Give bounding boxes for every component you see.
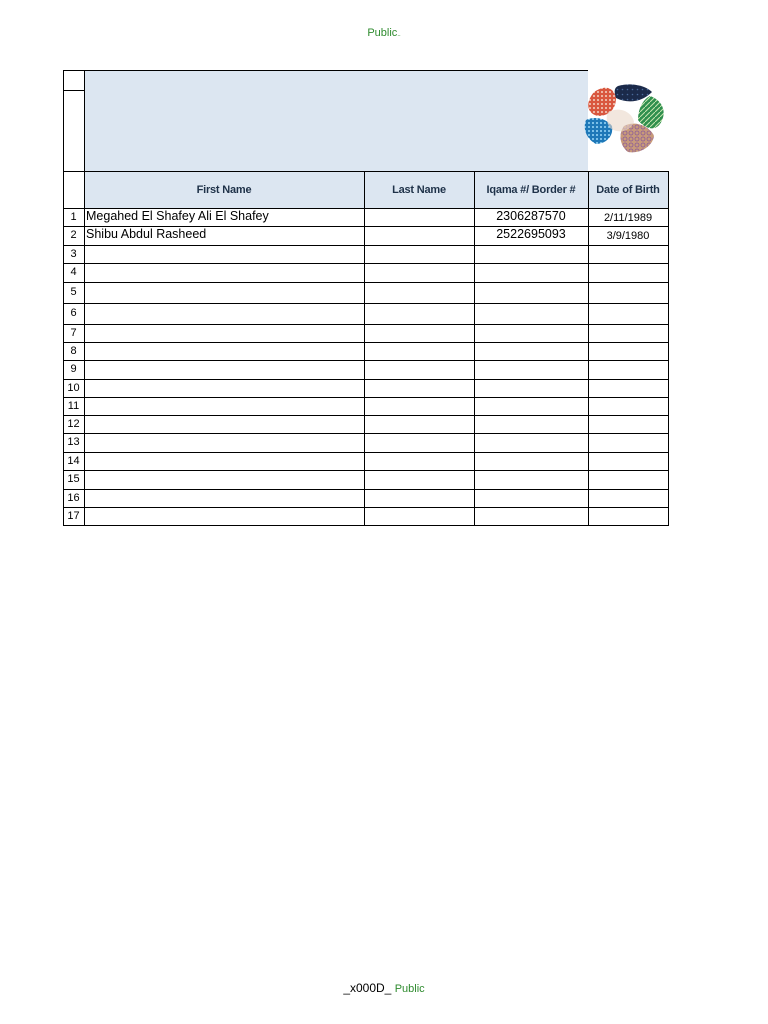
row-number: 8 (70, 345, 77, 357)
row-border (63, 263, 668, 264)
header-banner (84, 71, 588, 171)
cell-first-name[interactable]: Megahed El Shafey Ali El Shafey (86, 209, 269, 223)
column-header-id: Iqama #/ Border # (474, 171, 588, 208)
cell-iqama-number[interactable] (474, 452, 588, 470)
row-border (63, 282, 668, 283)
page-footer (0, 981, 768, 995)
cell-date-of-birth[interactable] (588, 283, 668, 304)
cell-date-of-birth[interactable] (588, 325, 668, 343)
row-number: 2 (70, 229, 77, 241)
row-number: 6 (70, 307, 77, 319)
table-left-border (63, 70, 64, 526)
cell-iqama-number[interactable]: 2306287570 (496, 209, 566, 223)
column-border (474, 171, 475, 526)
cell-iqama-number[interactable] (474, 507, 588, 525)
row-border (63, 470, 668, 471)
row-border (63, 415, 668, 416)
row-number: 13 (67, 436, 80, 448)
column-border (588, 171, 589, 526)
footer-code: _x000D_ (343, 981, 392, 995)
classification-marker: .. (397, 32, 401, 38)
classification-text: Public (367, 27, 398, 39)
cell-date-of-birth[interactable] (588, 361, 668, 380)
column-header-last-name: Last Name (364, 171, 474, 208)
row-number: 4 (70, 266, 77, 278)
cell-first-name[interactable]: Shibu Abdul Rasheed (86, 227, 207, 241)
row-number: 10 (67, 382, 80, 394)
row-number: 1 (70, 211, 77, 223)
cell-iqama-number[interactable]: 2522695093 (496, 227, 566, 241)
classification-label (0, 27, 768, 39)
row-border (63, 452, 668, 453)
cell-date-of-birth[interactable] (588, 453, 668, 471)
rownum-column-border (84, 70, 85, 526)
cell-iqama-number[interactable] (474, 360, 588, 379)
cell-date-of-birth[interactable] (588, 380, 668, 398)
cell-date-of-birth[interactable] (588, 434, 668, 453)
cell-date-of-birth[interactable] (588, 304, 668, 325)
header-bottom-border (63, 208, 668, 209)
row-border (63, 226, 668, 227)
row-border (63, 360, 668, 361)
cell-date-of-birth[interactable] (588, 264, 668, 283)
cell-iqama-number[interactable] (474, 415, 588, 433)
row-border (63, 303, 668, 304)
row-border (63, 489, 668, 490)
row-number: 16 (67, 492, 80, 504)
cell-date-of-birth[interactable] (588, 398, 668, 416)
cell-iqama-number[interactable] (474, 397, 588, 415)
column-header-first-name: First Name (84, 171, 364, 208)
cell-iqama-number[interactable] (474, 433, 588, 452)
cell-iqama-number[interactable] (474, 470, 588, 489)
row-number: 14 (67, 455, 80, 467)
row-number: 15 (67, 473, 80, 485)
cell-date-of-birth[interactable] (588, 490, 668, 508)
row-number: 17 (67, 510, 80, 522)
row-number: 7 (70, 327, 77, 339)
cell-date-of-birth[interactable]: 2/11/1989 (603, 212, 653, 224)
cell-date-of-birth[interactable] (588, 416, 668, 434)
cell-iqama-number[interactable] (474, 303, 588, 324)
row-border (63, 397, 668, 398)
cell-date-of-birth[interactable] (588, 508, 668, 526)
column-border (668, 171, 669, 526)
cell-iqama-number[interactable] (474, 245, 588, 263)
row-border (63, 433, 668, 434)
cell-iqama-number[interactable] (474, 263, 588, 282)
cell-date-of-birth[interactable] (588, 343, 668, 361)
row-border (63, 379, 668, 380)
row-number: 9 (70, 363, 77, 375)
vision-2030-pattern-logo-icon (580, 82, 670, 156)
cell-date-of-birth[interactable] (588, 246, 668, 264)
row-border (63, 324, 668, 325)
cell-iqama-number[interactable] (474, 379, 588, 397)
row-number: 12 (67, 418, 80, 430)
row-border (63, 245, 668, 246)
column-header-dob: Date of Birth (588, 171, 668, 208)
cell-iqama-number[interactable] (474, 489, 588, 507)
row-number: 3 (70, 248, 77, 260)
cell-iqama-number[interactable] (474, 342, 588, 360)
cell-iqama-number[interactable] (474, 324, 588, 342)
row-border (63, 525, 668, 526)
header-top-border (63, 171, 668, 172)
row-number: 11 (67, 400, 80, 412)
column-border (364, 171, 365, 526)
footer-classification: Public (394, 983, 425, 995)
banner-top-border (63, 70, 588, 71)
banner-row-divider (63, 90, 84, 91)
cell-date-of-birth[interactable] (588, 471, 668, 490)
row-border (63, 342, 668, 343)
cell-date-of-birth[interactable]: 3/9/1980 (606, 230, 650, 242)
row-border (63, 507, 668, 508)
cell-iqama-number[interactable] (474, 282, 588, 303)
row-number: 5 (70, 286, 77, 298)
